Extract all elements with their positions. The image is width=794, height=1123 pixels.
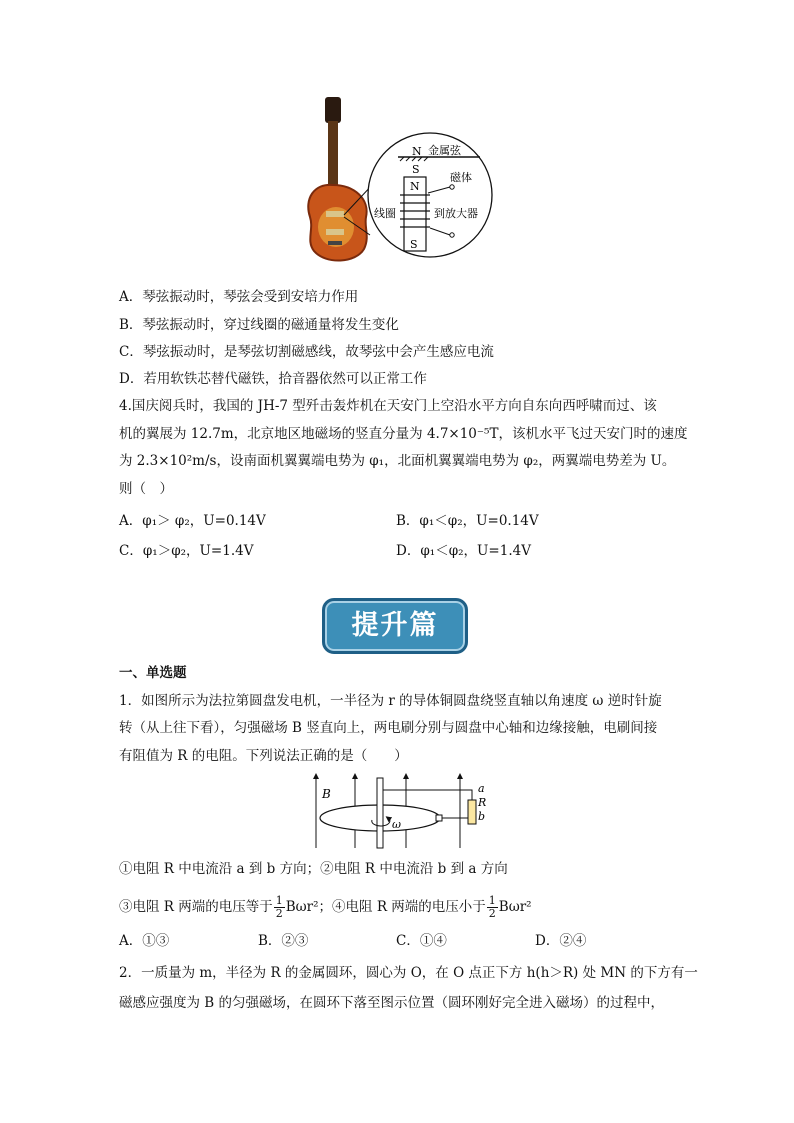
q4-option-a: A．φ₁＞ φ₂，U=0.14V xyxy=(119,513,266,529)
p1-statement-1: ①电阻 R 中电流沿 a 到 b 方向；②电阻 R 中电流沿 b 到 a 方向 xyxy=(119,861,508,877)
label-n-magnet: N xyxy=(410,180,420,193)
p1-statement-4-text: ；④电阻 R 两端的电压小于 xyxy=(318,899,486,915)
q4-option-d: D．φ₁＜φ₂，U=1.4V xyxy=(396,543,531,559)
formula-tail: Bωr² xyxy=(498,899,532,915)
p1-option-b: B．②③ xyxy=(258,933,309,949)
label-s-bottom: S xyxy=(410,238,418,251)
label-n-top: N xyxy=(412,145,422,158)
q4-line-4: 则（ ） xyxy=(119,481,173,497)
fraction-half: $\frac{1}{2}$ xyxy=(488,894,496,920)
q4-line-1: 4.国庆阅兵时，我国的 JH-7 型歼击轰炸机在天安门上空沿水平方向自东向西呼啸而过、该 xyxy=(119,398,657,414)
label-b-field: B xyxy=(322,787,331,801)
axle xyxy=(377,778,383,848)
label-s-top: S xyxy=(412,163,420,176)
guitar-pickup-figure xyxy=(300,95,500,265)
p2-line-1: 2．一质量为 m，半径为 R 的金属圆环，圆心为 O，在 O 点正下方 h(h＞R) 处 MN 的下方有一 xyxy=(119,965,698,981)
label-metal-string: 金属弦 xyxy=(428,144,461,157)
label-amplifier: 到放大器 xyxy=(434,207,478,220)
p1-line-3: 有阻值为 R 的电阻。下列说法正确的是（ ） xyxy=(119,748,408,764)
q3-option-d: D．若用软铁芯替代磁铁，拾音器依然可以正常工作 xyxy=(119,371,427,387)
q4-line-3: 为 2.3×10²m/s，设南面机翼翼端电势为 φ₁，北面机翼翼端电势为 φ₂，两翼端电势差为 U。 xyxy=(119,453,676,469)
label-omega: ω xyxy=(392,818,401,831)
guitar-pickup xyxy=(326,211,344,217)
faraday-disk-figure xyxy=(300,770,500,850)
label-r: R xyxy=(478,796,487,809)
label-coil: 线圈 xyxy=(374,207,396,220)
p1-statement-2 xyxy=(119,892,532,922)
p1-line-1: 1．如图所示为法拉第圆盘发电机，一半径为 r 的导体铜圆盘绕竖直轴以角速度 ω 逆时针旋 xyxy=(119,693,662,709)
q3-option-b: B．琴弦振动时，穿过线圈的磁通量将发生变化 xyxy=(119,317,399,333)
q4-line-2: 机的翼展为 12.7m，北京地区地磁场的竖直分量为 4.7×10⁻⁵T，该机水平飞过天安门时的速度 xyxy=(119,426,688,442)
guitar-headstock xyxy=(325,97,341,123)
q3-option-c: C．琴弦振动时，是琴弦切割磁感线，故琴弦中会产生感应电流 xyxy=(119,344,494,360)
p2-line-2: 磁感应强度为 B 的匀强磁场，在圆环下落至图示位置（圆环刚好完全进入磁场）的过程中， xyxy=(119,995,665,1011)
p1-option-c: C．①④ xyxy=(396,933,447,949)
guitar-neck xyxy=(328,121,338,191)
p1-line-2: 转（从上往下看），匀强磁场 B 竖直向上，两电刷分别与圆盘中心轴和边缘接触，电刷间接 xyxy=(119,720,658,736)
resistor xyxy=(468,800,476,824)
brush-wire xyxy=(383,790,472,800)
p1-option-d: D．②④ xyxy=(535,933,587,949)
q4-option-b: B．φ₁＜φ₂，U=0.14V xyxy=(396,513,539,529)
label-a: a xyxy=(478,782,485,795)
section-banner: 提升篇 xyxy=(322,598,468,654)
p1-option-a: A．①③ xyxy=(119,933,170,949)
section-heading: 一、单选题 xyxy=(119,665,187,681)
q4-option-c: C．φ₁＞φ₂，U=1.4V xyxy=(119,543,254,559)
fraction-half: $\frac{1}{2}$ xyxy=(275,894,283,920)
q3-option-a: A．琴弦振动时，琴弦会受到安培力作用 xyxy=(119,289,359,305)
p1-statement-3-text: ③电阻 R 两端的电压等于 xyxy=(119,899,273,915)
formula-tail: Bωr² xyxy=(285,899,319,915)
label-b-terminal: b xyxy=(478,810,486,823)
label-magnet: 磁体 xyxy=(450,171,472,184)
